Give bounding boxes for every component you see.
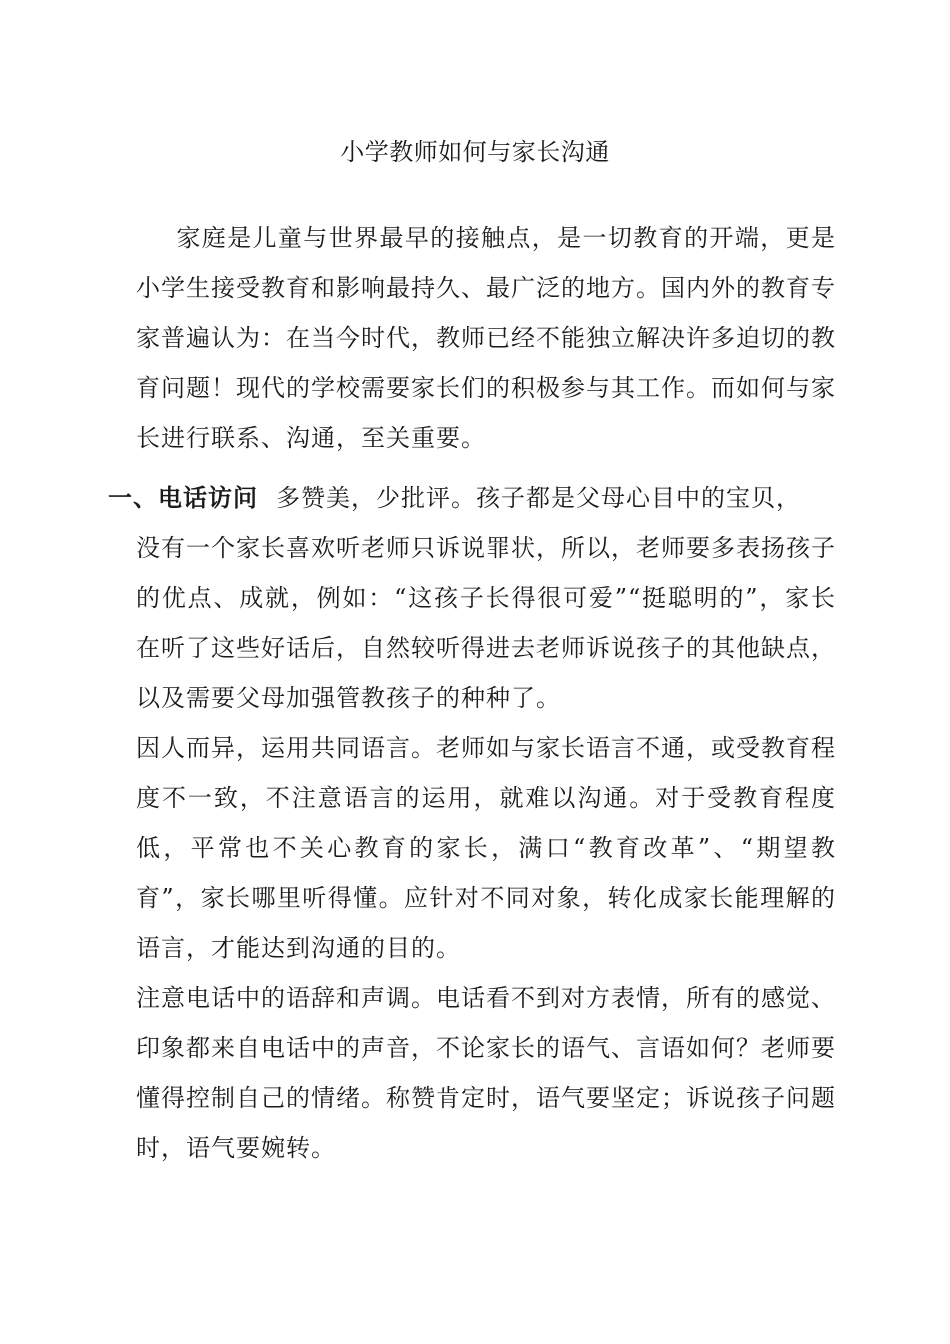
intro-text: 家庭是儿童与世界最早的接触点，是一切教育的开端，更是小学生接受教育和影响最持久、最广泛的地方。国内外的教育专家普遍认为：在当今时代，教师已经不能独立解决许多迫切的教育问题！现代的学校需要家长们的积极参与其工作。而如何与家长进行联系、沟通，至关重要。 [136, 224, 836, 452]
section-lead-text: 多赞美，少批评。孩子都是父母心目中的宝贝， [276, 484, 801, 512]
section-1-first-line [108, 473, 801, 523]
intro-paragraph [136, 213, 836, 463]
section-1-paragraph-2: 因人而异，运用共同语言。老师如与家长语言不通，或受教育程度不一致，不注意语言的运用，就难以沟通。对于受教育程度低，平常也不关心教育的家长，满口“教育改革”、“期望教育”，家长哪里听得懂。应针对不同对象，转化成家长能理解的语言，才能达到沟通的目的。 [136, 734, 836, 962]
section-heading: 一、电话访问 [108, 483, 258, 512]
section-1-paragraph-3: 注意电话中的语辞和声调。电话看不到对方表情，所有的感觉、印象都来自电话中的声音，不论家长的语气、言语如何？老师要懂得控制自己的情绪。称赞肯定时，语气要坚定；诉说孩子问题时，语气要婉转。 [136, 984, 836, 1162]
document-title: 小学教师如何与家长沟通 [340, 138, 610, 166]
section-1-paragraph-1: 没有一个家长喜欢听老师只诉说罪状，所以，老师要多表扬孩子的优点、成就，例如：“这孩子长得很可爱”“挺聪明的”，家长在听了这些好话后，自然较听得进去老师诉说孩子的其他缺点，以及需要父母加强管教孩子的种种了。 [136, 534, 836, 712]
